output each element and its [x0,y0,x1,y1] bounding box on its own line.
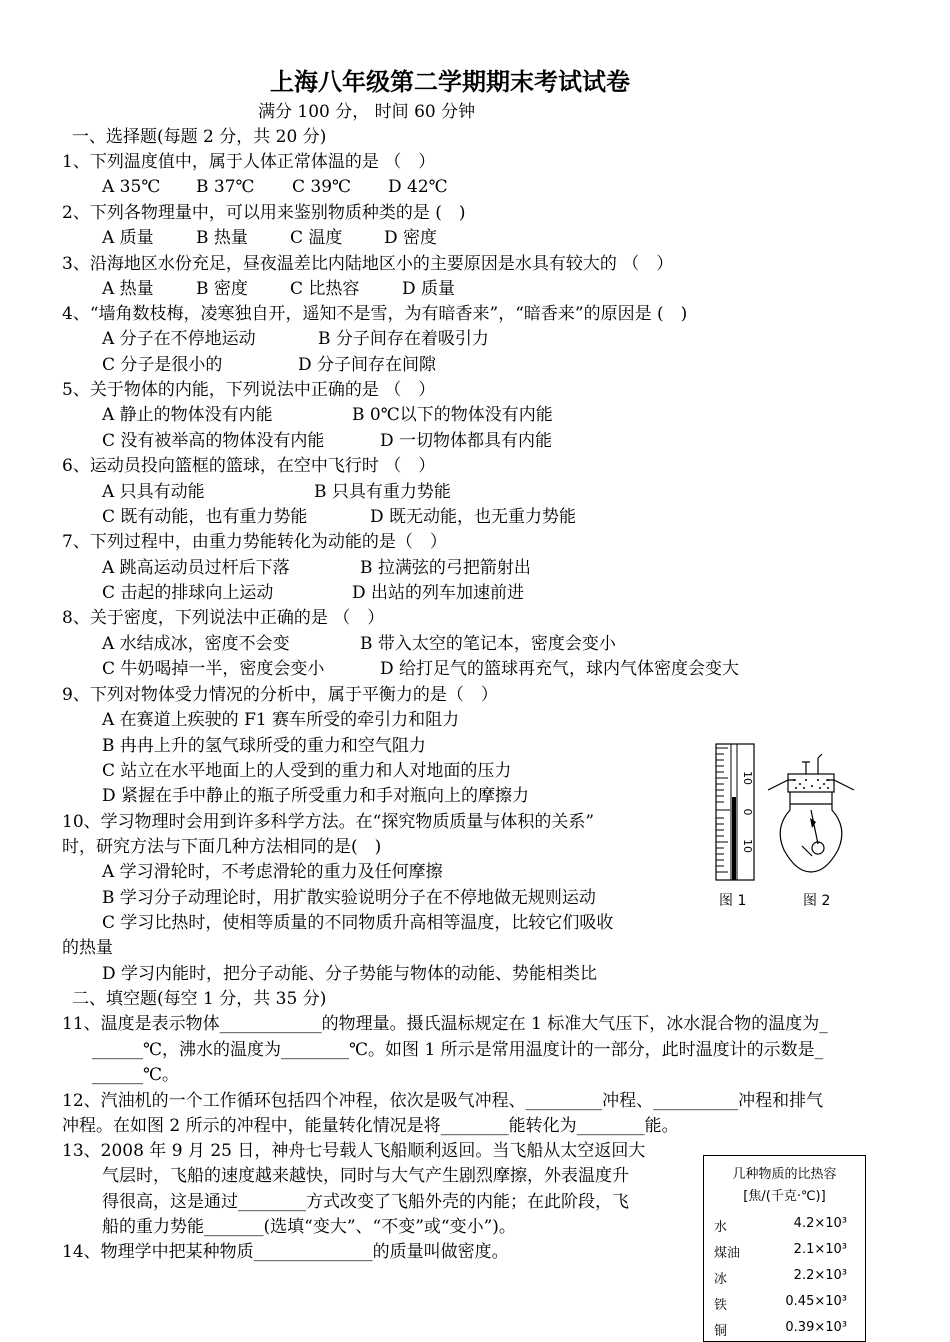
option: A 分子在不停地运动 [102,329,256,349]
fill-line: 冲程。在如图 2 所示的冲程中，能量转化情况是将________能转化为________能。 [62,1116,679,1136]
option: B 密度 [196,279,248,299]
question-options [102,277,455,301]
option: D 出站的列车加速前进 [352,583,525,603]
option: B 只具有重力势能 [314,482,451,502]
section-heading: 二、填空题(每空 1 分，共 35 分) [72,989,327,1009]
option: D 学习内能时，把分子动能、分子势能与物体的动能、势能相类比 [102,964,598,984]
engine-figure [766,752,856,882]
substance-name: 冰 [714,1272,728,1287]
question-stem: 8、关于密度，下列说法中正确的是 （ ） [62,608,385,628]
option: D 42℃ [388,177,448,197]
option: C 既有动能，也有重力势能 [102,507,308,527]
question-stem: 9、下列对物体受力情况的分析中，属于平衡力的是（ ） [62,685,498,705]
fill-line: 12、汽油机的一个工作循环包括四个冲程，依次是吸气冲程、_________冲程、__________冲程和排气 [62,1091,824,1111]
option: D 分子间存在间隙 [298,355,437,375]
option: A 热量 [102,279,154,299]
fill-line: 14、物理学中把某种物质______________的质量叫做密度。 [62,1242,509,1262]
option-continuation: 的热量 [62,938,113,958]
scale-label: 0 [741,808,754,816]
option: B 带入太空的笔记本，密度会变小 [360,634,616,654]
option: C 没有被举高的物体没有内能 [102,431,325,451]
option: B 分子间存在着吸引力 [318,329,489,349]
question-options [102,556,531,580]
substance-name: 铁 [714,1298,728,1313]
table-row [714,1242,847,1262]
table-row [714,1294,847,1314]
option: D 紧握在手中静止的瓶子所受重力和手对瓶向上的摩擦力 [102,786,530,806]
substance-value: 4.2×10³ [793,1216,847,1231]
substance-name: 铜 [714,1324,728,1339]
question-stem: 6、运动员投向篮框的篮球，在空中飞行时 （ ） [62,456,436,476]
option: D 给打足气的篮球再充气，球内气体密度会变大 [380,659,740,679]
option: A 跳高运动员过杆后下落 [102,558,290,578]
option: C 分子是很小的 [102,355,223,375]
option: D 密度 [384,228,438,248]
substance-name: 水 [714,1220,728,1235]
thermometer-figure [700,742,770,882]
table-row [714,1320,847,1340]
question-options [102,327,489,351]
option: A 在赛道上疾驶的 F1 赛车所受的牵引力和阻力 [102,710,460,730]
option: D 质量 [402,279,456,299]
figure-caption: 图 2 [803,893,831,909]
substance-value: 2.2×10³ [793,1268,847,1283]
fill-line: ______℃。 [92,1065,180,1085]
section-heading: 一、选择题(每题 2 分，共 20 分) [72,127,327,147]
option: C 站立在水平地面上的人受到的重力和人对地面的压力 [102,761,512,781]
substance-name: 煤油 [714,1246,741,1261]
option: A 质量 [102,228,154,248]
exam-info: 满分 100 分， 时间 60 分钟 [258,102,476,122]
question-stem: 10、学习物理时会用到许多科学方法。在“探究物质质量与体积的关系” [62,812,595,832]
table-title: 几种物质的比热容 [732,1167,837,1182]
question-stem: 1、下列温度值中，属于人体正常体温的是 （ ） [62,152,436,172]
option: A 学习滑轮时，不考虑滑轮的重力及任何摩擦 [102,862,443,882]
option: B 37℃ [196,177,255,197]
substance-value: 0.39×10³ [785,1320,847,1335]
page-title: 上海八年级第二学期期末考试试卷 [270,67,630,96]
question-stem: 时，研究方法与下面几种方法相同的是( ) [62,837,382,857]
table-row [714,1268,847,1288]
fill-line: 得很高，这是通过________方式改变了飞船外壳的内能；在此阶段，飞 [102,1192,629,1212]
fill-line: 11、温度是表示物体____________的物理量。摄氏温标规定在 1 标准大气压下，冰水混合物的温度为_ [62,1014,828,1034]
option: B 0℃以下的物体没有内能 [352,405,553,425]
option: A 只具有动能 [102,482,205,502]
option: C 温度 [290,228,343,248]
option: C 39℃ [292,177,352,197]
question-options [102,403,553,427]
question-stem: 7、下列过程中，由重力势能转化为动能的是（ ） [62,532,447,552]
question-options [102,657,739,681]
question-stem: 3、沿海地区水份充足，昼夜温差比内陆地区小的主要原因是水具有较大的 （ ） [62,254,674,274]
fill-line: ______℃，沸水的温度为________℃。如图 1 所示是常用温度计的一部分，此时温度计的示数是_ [92,1040,824,1060]
question-options [102,505,576,529]
question-options [102,175,448,199]
figure-caption: 图 1 [719,893,747,909]
question-stem: 2、下列各物理量中，可以用来鉴别物质种类的是 ( ) [62,203,466,223]
fill-line: 气层时，飞船的速度越来越快，同时与大气产生剧烈摩擦，外表温度升 [102,1166,629,1186]
option: D 一切物体都具有内能 [380,431,553,451]
question-stem: 4、“墙角数枝梅，凌寒独自开，遥知不是雪，为有暗香来”，“暗香来”的原因是 ( ) [62,304,688,324]
question-options [102,480,451,504]
question-options [102,581,524,605]
fill-line: 13、2008 年 9 月 25 日，神舟七号载人飞船顺利返回。当飞船从太空返回大 [62,1141,646,1161]
option: B 冉冉上升的氢气球所受的重力和空气阻力 [102,736,426,756]
substance-value: 2.1×10³ [793,1242,847,1257]
option: B 拉满弦的弓把箭射出 [360,558,531,578]
scale-label: 10 [741,839,754,853]
scale-label: 10 [741,771,754,785]
option: A 35℃ [102,177,161,197]
specific-heat-table [703,1155,866,1342]
option: A 静止的物体没有内能 [102,405,273,425]
option: B 学习分子动理论时，用扩散实验说明分子在不停地做无规则运动 [102,888,596,908]
table-unit: [焦/(千克·℃)] [743,1189,826,1204]
question-options [102,429,552,453]
option: C 学习比热时，使相等质量的不同物质升高相等温度，比较它们吸收 [102,913,614,933]
substance-value: 0.45×10³ [785,1294,847,1309]
table-row [714,1216,847,1236]
question-options [102,353,436,377]
option: C 牛奶喝掉一半，密度会变小 [102,659,325,679]
option: A 水结成冰，密度不会变 [102,634,290,654]
option: C 比热容 [290,279,360,299]
option: C 击起的排球向上运动 [102,583,274,603]
question-options [102,632,616,656]
option: B 热量 [196,228,248,248]
question-stem: 5、关于物体的内能，下列说法中正确的是 （ ） [62,380,436,400]
fill-line: 船的重力势能_______(选填“变大”、“不变”或“变小”)。 [102,1217,516,1237]
question-options [102,226,437,250]
option: D 既无动能，也无重力势能 [370,507,577,527]
